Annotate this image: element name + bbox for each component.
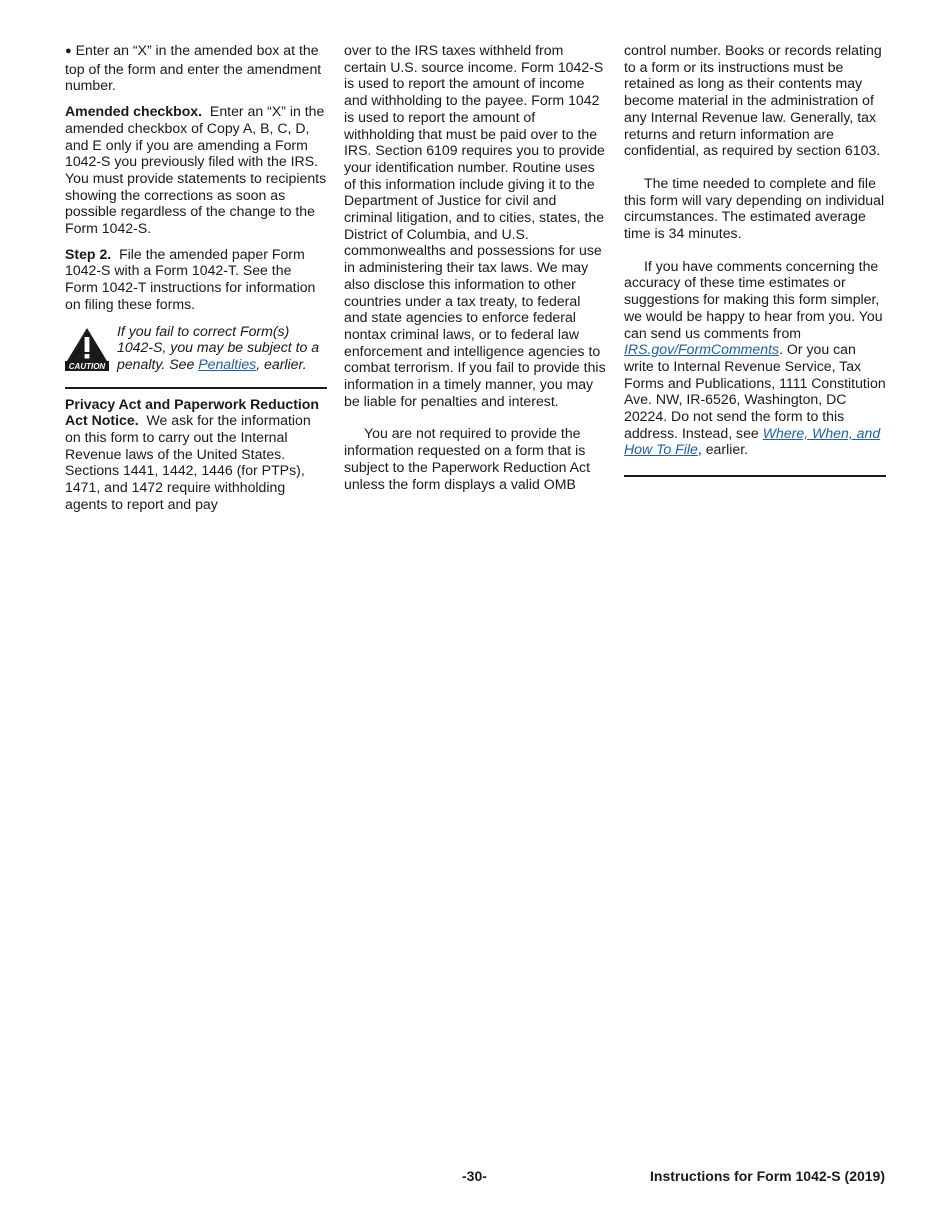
step-2-heading: Step 2. <box>65 245 112 262</box>
page-number: -30- <box>462 1168 487 1184</box>
privacy-act-paragraph <box>65 396 327 513</box>
privacy-act-heading: Privacy Act and Paperwork Reduction Act Notice. <box>65 395 320 429</box>
column-middle <box>344 42 607 501</box>
form-comments-link[interactable]: IRS.gov/FormComments <box>624 341 780 358</box>
caution-text-after: , earlier. <box>256 355 307 372</box>
omb-paragraph: You are not required to provide the information requested on a form that is subject to the Paperwork Reduction Act unless the form displays a valid OMB <box>344 425 590 492</box>
column-right <box>624 42 886 484</box>
step-2-paragraph <box>65 246 327 313</box>
amended-checkbox-paragraph <box>65 103 327 237</box>
column-left <box>65 42 327 522</box>
amended-checkbox-heading: Amended checkbox. <box>65 103 203 120</box>
step-2-text: File the amended paper Form 1042-S with a Form 1042-T. See the Form 1042-T instructions for information on filing these forms. <box>65 245 316 312</box>
privacy-act-text: We ask for the information on this form to carry out the Internal Revenue laws of the United States. Sections 1441, 1442, 1446 (for PTPs), 1471, and 1472 require withholding agents to report and pay <box>65 412 311 512</box>
comments-paragraph <box>624 258 886 458</box>
comments-text-2: . Or you can write to Internal Revenue Service, Tax Forms and Publications, 1111 Constitution Ave. NW, IR-6526, Washington, DC 20224. Do not send the form to this address. Instead, see <box>624 341 886 441</box>
comments-text-3: , earlier. <box>697 441 749 458</box>
privacy-continued-paragraph: over to the IRS taxes withheld from certain U.S. source income. Form 1042-S is used to report the amount of income and withholding to the payee. Form 1042 is used to report the amount of withholding that must be paid over to the IRS. Section 6109 requires you to provide your identification number. Routine uses of this information include giving it to the Department of Justice for civil and criminal litigation, and to cities, states, the District of Columbia, and U.S. commonwealths and possessions for use in administering their tax laws. We may also disclose this information to other countries under a tax treaty, to federal and state agencies to enforce federal nontax criminal laws, or to federal law enforcement and intelligence agencies to combat terrorism. If you fail to provide this information in a timely manner, you may be liable for penalties and interest. <box>344 42 606 409</box>
penalties-link[interactable]: Penalties <box>198 355 257 372</box>
caution-icon-label: CAUTION <box>68 361 106 371</box>
time-estimate-paragraph: The time needed to complete and file this form will vary depending on individual circumstances. The estimated average time is 34 minutes. <box>624 174 885 242</box>
bullet-text: Enter an “X” in the amended box at the top of the form and enter the amendment number. <box>65 42 322 94</box>
records-paragraph: control number. Books or records relating to a form or its instructions must be retained as long as their contents may become material in the administration of any Internal Revenue law. Generally, tax returns and return information are confidential, as required by section 6103. <box>624 42 882 159</box>
bullet-icon: ● <box>65 45 72 57</box>
caution-icon <box>65 327 109 371</box>
where-when-how-link[interactable]: Where, When, and How To File <box>624 424 881 458</box>
bullet-item <box>65 42 327 94</box>
amended-checkbox-text: Enter an “X” in the amended checkbox of Copy A, B, C, D, and E only if you are amending a Form 1042-S you previously filed with the IRS. You must provide statements to recipients showing the corrections as soon as possible regardless of the change to the Form 1042-S. <box>65 103 327 237</box>
comments-text-1: If you have comments concerning the accuracy of these time estimates or suggestions for making this form simpler, we would be happy to hear from you. You can send us comments from <box>624 257 883 341</box>
caution-note <box>65 323 327 373</box>
document-title: Instructions for Form 1042-S (2019) <box>650 1168 885 1184</box>
caution-text-before: If you fail to correct Form(s) 1042-S, you may be subject to a penalty. See <box>117 322 320 372</box>
section-divider <box>65 387 327 389</box>
end-divider <box>624 475 886 477</box>
